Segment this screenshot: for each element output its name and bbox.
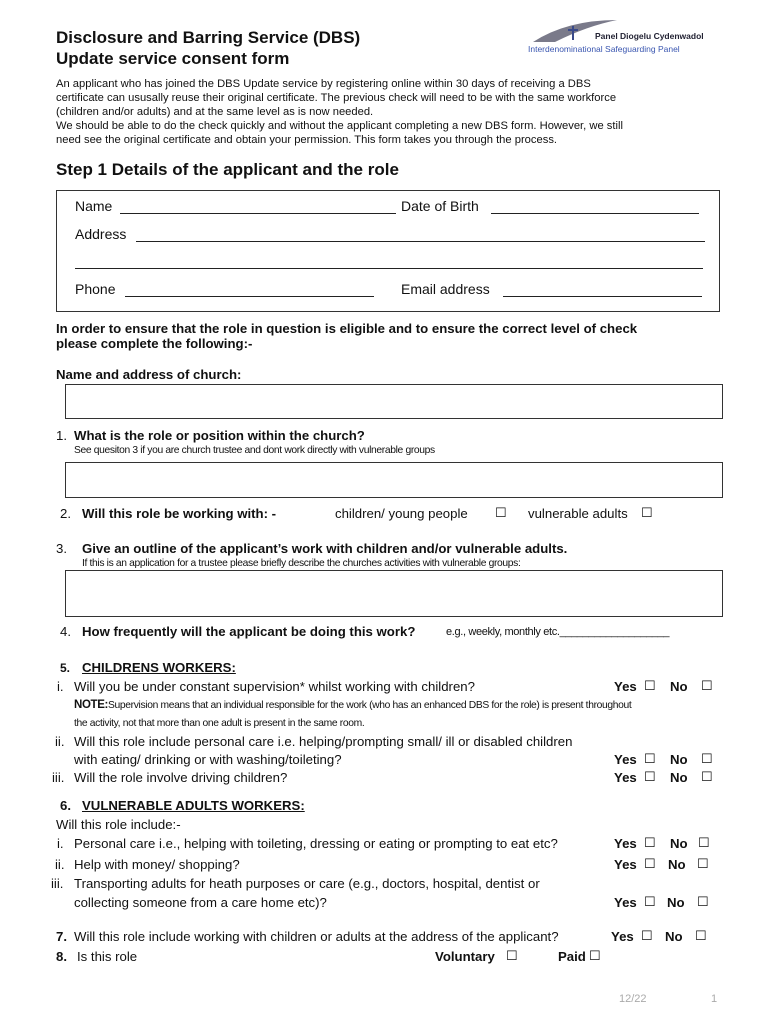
q6-ii-no-label: No: [668, 857, 686, 872]
frequency-field[interactable]: e.g., weekly, monthly etc.___________________: [446, 626, 670, 638]
q5-i-text: Will you be under constant supervision* whilst working with children?: [74, 679, 475, 694]
address-label: Address: [75, 226, 127, 242]
q7-no-label: No: [665, 929, 683, 944]
q6-iii-yes-checkbox[interactable]: ☐: [644, 894, 656, 909]
q6-iii-text-line2: collecting someone from a care home etc)?: [74, 895, 327, 910]
q6-i-no-checkbox[interactable]: ☐: [698, 835, 710, 850]
q6-i-no-label: No: [670, 836, 688, 851]
name-label: Name: [75, 198, 113, 214]
q6-iii-yes-label: Yes: [614, 895, 637, 910]
q5-iii-no-label: No: [670, 770, 688, 785]
q5-i-yes-label: Yes: [614, 679, 637, 694]
q6-ii-yes-checkbox[interactable]: ☐: [644, 856, 656, 871]
church-label: Name and address of church:: [56, 367, 242, 382]
q5-ii-no-checkbox[interactable]: ☐: [701, 751, 713, 766]
step1-heading: Step 1 Details of the applicant and the role: [56, 160, 399, 179]
q6-iii-number: iii.: [51, 876, 64, 891]
applicant-details-box: [56, 190, 720, 312]
logo-welsh-text: Panel Diogelu Cydenwadol: [595, 31, 704, 41]
q5-ii-text-line2: with eating/ drinking or with washing/toileting?: [74, 752, 342, 767]
phone-label: Phone: [75, 281, 116, 297]
q5-number: 5.: [60, 661, 71, 675]
q5-i-number: i.: [57, 679, 64, 694]
logo: [527, 12, 717, 60]
q6-iii-text-line1: Transporting adults for heath purposes or care (e.g., doctors, hospital, dentist or: [74, 876, 540, 891]
q4-number: 4.: [60, 624, 71, 639]
logo-english-text: Interdenominational Safeguarding Panel: [528, 44, 680, 54]
q5-i-no-checkbox[interactable]: ☐: [701, 678, 713, 693]
adults-option-label: vulnerable adults: [528, 506, 628, 521]
q5-heading: CHILDRENS WORKERS:: [82, 660, 236, 675]
intro-paragraph: An applicant who has joined the DBS Update service by registering online within 30 days of receiving a DBS certificate can ususally reuse their original certificate. The previous check will need to be with the same workforce (children and/or adults) and at the same level as is now needed. We should be able to do the check quickly and without the applicant completing a new DBS form. However, we still need see the original certificate and obtain your permission. This form takes you through the process.: [56, 78, 623, 146]
q5-iii-yes-checkbox[interactable]: ☐: [644, 769, 656, 784]
supervision-note-line2: the activity, not that more than one adult is present in the same room.: [74, 718, 365, 729]
supervision-note: NOTE:Supervision means that an individual responsible for the work (who has an enhanced DBS for the role) is present throughout: [74, 699, 632, 711]
form-title: Disclosure and Barring Service (DBS): [56, 28, 361, 47]
q5-ii-yes-label: Yes: [614, 752, 637, 767]
q5-ii-yes-checkbox[interactable]: ☐: [644, 751, 656, 766]
q5-ii-number: ii.: [55, 734, 65, 749]
q6-number: 6.: [60, 798, 71, 813]
q3-number: 3.: [56, 541, 67, 556]
q4-text: How frequently will the applicant be doing this work?: [82, 624, 416, 639]
q5-ii-text-line1: Will this role include personal care i.e. helping/prompting small/ ill or disabled children: [74, 734, 573, 749]
q3-text: Give an outline of the applicant’s work with children and/or vulnerable adults.: [82, 541, 568, 556]
name-field[interactable]: [120, 213, 396, 214]
q6-i-yes-label: Yes: [614, 836, 637, 851]
paid-label: Paid: [558, 949, 586, 964]
address-field-line2[interactable]: [75, 268, 703, 269]
q6-iii-no-label: No: [667, 895, 685, 910]
q7-no-checkbox[interactable]: ☐: [695, 928, 707, 943]
q2-number: 2.: [60, 506, 71, 521]
q3-hint: If this is an application for a trustee please briefly describe the churches activities with vulnerable groups:: [82, 558, 521, 569]
q7-number: 7.: [56, 929, 67, 944]
q5-i-no-label: No: [670, 679, 688, 694]
q6-iii-no-checkbox[interactable]: ☐: [697, 894, 709, 909]
q7-text: Will this role include working with children or adults at the address of the applicant?: [74, 929, 559, 944]
q6-i-number: i.: [57, 836, 64, 851]
q6-i-yes-checkbox[interactable]: ☐: [644, 835, 656, 850]
q5-iii-number: iii.: [52, 770, 65, 785]
footer-date: 12/22: [619, 993, 647, 1005]
adults-checkbox[interactable]: ☐: [641, 505, 653, 520]
q5-iii-yes-label: Yes: [614, 770, 637, 785]
footer-page-number: 1: [711, 993, 718, 1005]
outline-input[interactable]: [65, 570, 723, 617]
children-checkbox[interactable]: ☐: [495, 505, 507, 520]
q5-ii-no-label: No: [670, 752, 688, 767]
q8-number: 8.: [56, 949, 67, 964]
voluntary-checkbox[interactable]: ☐: [506, 948, 518, 963]
q6-ii-yes-label: Yes: [614, 857, 637, 872]
voluntary-label: Voluntary: [435, 949, 495, 964]
q7-yes-checkbox[interactable]: ☐: [641, 928, 653, 943]
q1-text: What is the role or position within the church?: [74, 428, 365, 443]
address-field-line1[interactable]: [136, 241, 705, 242]
eligibility-line1: In order to ensure that the role in question is eligible and to ensure the correct level of check: [56, 321, 638, 336]
q6-i-text: Personal care i.e., helping with toileting, dressing or eating or prompting to eat etc?: [74, 836, 558, 851]
q6-heading: VULNERABLE ADULTS WORKERS:: [82, 798, 305, 813]
q2-text: Will this role be working with: -: [82, 506, 277, 521]
q5-i-yes-checkbox[interactable]: ☐: [644, 678, 656, 693]
dob-field[interactable]: [491, 213, 699, 214]
role-input[interactable]: [65, 462, 723, 498]
q1-hint: See quesiton 3 if you are church trustee and dont work directly with vulnerable groups: [74, 445, 435, 456]
q6-ii-number: ii.: [55, 857, 65, 872]
paid-checkbox[interactable]: ☐: [589, 948, 601, 963]
q6-ii-no-checkbox[interactable]: ☐: [697, 856, 709, 871]
eligibility-line2: please complete the following:-: [56, 336, 253, 351]
form-subtitle: Update service consent form: [56, 49, 290, 68]
email-field[interactable]: [503, 296, 702, 297]
q6-intro: Will this role include:-: [56, 817, 181, 832]
q5-iii-no-checkbox[interactable]: ☐: [701, 769, 713, 784]
church-input[interactable]: [65, 384, 723, 419]
dob-label: Date of Birth: [401, 198, 479, 214]
children-option-label: children/ young people: [335, 506, 468, 521]
q1-number: 1.: [56, 428, 67, 443]
q6-ii-text: Help with money/ shopping?: [74, 857, 240, 872]
q7-yes-label: Yes: [611, 929, 634, 944]
q5-iii-text: Will the role involve driving children?: [74, 770, 288, 785]
q8-text: Is this role: [77, 949, 138, 964]
email-label: Email address: [401, 281, 490, 297]
phone-field[interactable]: [125, 296, 374, 297]
